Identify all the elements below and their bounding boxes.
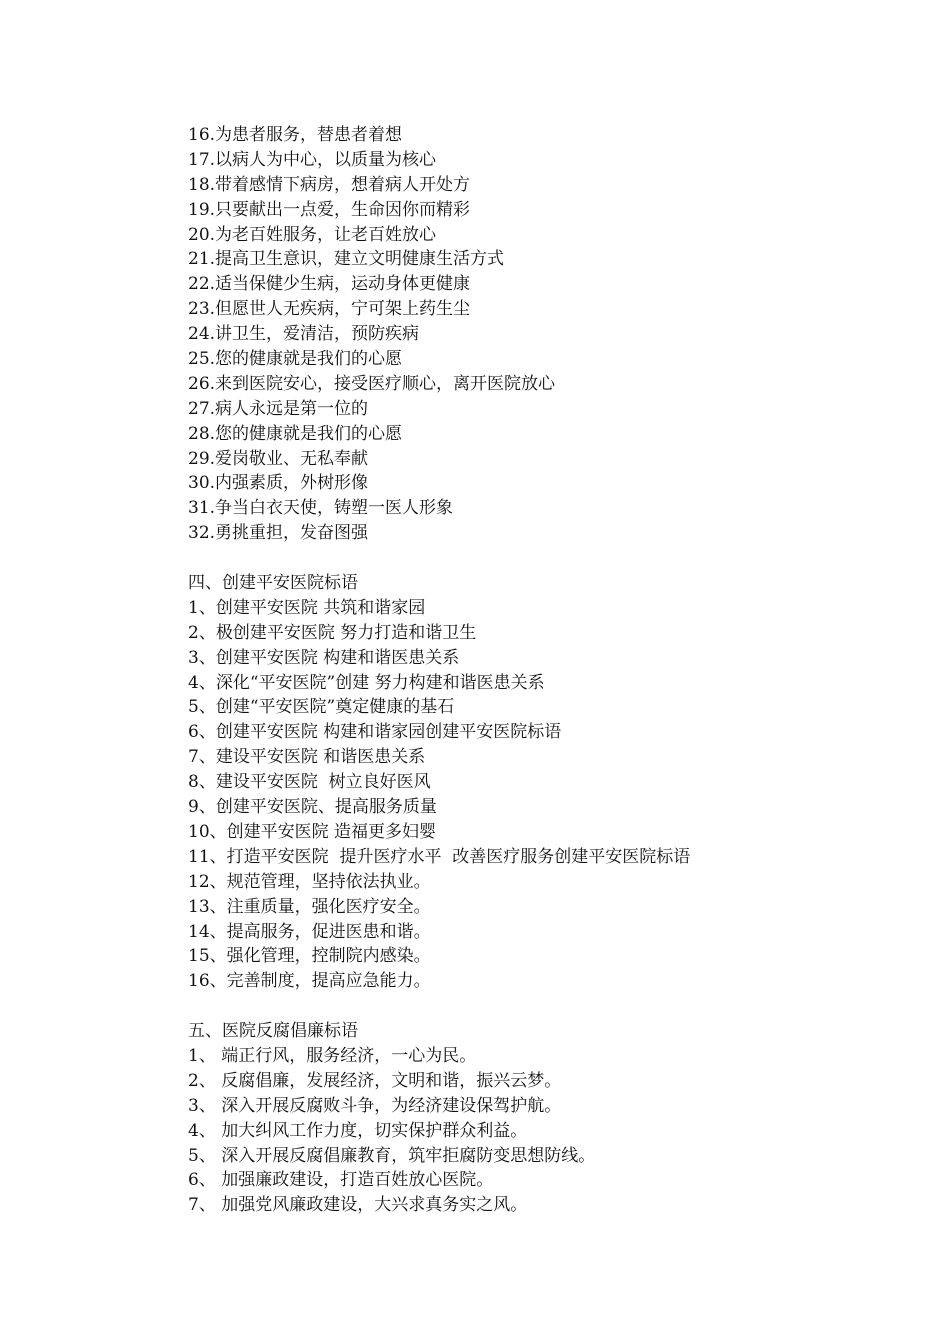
slogan-item: 4、 加大纠风工作力度，切实保护群众利益。 bbox=[188, 1120, 528, 1141]
slogan-item: 30.内强素质，外树形像 bbox=[188, 473, 369, 494]
slogan-list bbox=[188, 123, 908, 546]
slogan-item: 16.为患者服务，替患者着想 bbox=[188, 125, 403, 145]
slogan-item: 27.病人永远是第一位的 bbox=[188, 398, 369, 419]
slogan-item: 7、建设平安医院 和谐医患关系 bbox=[188, 747, 426, 768]
slogan-item: 18.带着感情下病房，想着病人开处方 bbox=[188, 174, 471, 195]
slogan-item: 15、强化管理，控制院内感染。 bbox=[188, 946, 431, 967]
slogan-item: 17.以病人为中心，以质量为核心 bbox=[188, 149, 437, 170]
safe-hospital-section bbox=[188, 571, 908, 994]
document-body bbox=[188, 123, 908, 1218]
slogan-item: 2、极创建平安医院 努力打造和谐卫生 bbox=[188, 622, 477, 643]
anti-corruption-section bbox=[188, 1019, 908, 1218]
slogan-item: 24.讲卫生，爱清洁，预防疾病 bbox=[188, 324, 420, 345]
slogan-item: 28.您的健康就是我们的心愿 bbox=[188, 423, 403, 444]
slogan-item: 5、创建“平安医院”奠定健康的基石 bbox=[188, 697, 455, 718]
slogan-item: 23.但愿世人无疾病，宁可架上药生尘 bbox=[188, 299, 471, 320]
slogan-item: 1、创建平安医院 共筑和谐家园 bbox=[188, 597, 426, 618]
slogan-item: 20.为老百姓服务，让老百姓放心 bbox=[188, 224, 437, 245]
slogan-item: 1、 端正行风，服务经济，一心为民。 bbox=[188, 1045, 477, 1066]
slogan-item: 22.适当保健少生病，运动身体更健康 bbox=[188, 274, 471, 295]
slogan-item: 16、完善制度，提高应急能力。 bbox=[188, 971, 431, 992]
slogan-item: 8、建设平安医院 树立良好医风 bbox=[188, 772, 431, 793]
section-heading: 四、创建平安医院标语 bbox=[188, 573, 358, 594]
slogan-item: 32.勇挑重担，发奋图强 bbox=[188, 523, 369, 544]
slogan-item: 9、创建平安医院、提高服务质量 bbox=[188, 797, 437, 818]
slogan-item: 25.您的健康就是我们的心愿 bbox=[188, 349, 403, 370]
slogan-item: 13、注重质量，强化医疗安全。 bbox=[188, 896, 431, 917]
slogan-item: 26.来到医院安心，接受医疗顺心，离开医院放心 bbox=[188, 373, 556, 394]
slogan-item: 21.提高卫生意识，建立文明健康生活方式 bbox=[188, 249, 505, 270]
slogan-item: 3、 深入开展反腐败斗争，为经济建设保驾护航。 bbox=[188, 1095, 562, 1116]
paragraph-spacer bbox=[188, 994, 908, 1019]
slogan-item: 7、 加强党风廉政建设，大兴求真务实之风。 bbox=[188, 1195, 528, 1216]
slogan-item: 19.只要献出一点爱，生命因你而精彩 bbox=[188, 199, 471, 220]
slogan-item: 5、 深入开展反腐倡廉教育，筑牢拒腐防变思想防线。 bbox=[188, 1145, 596, 1166]
slogan-item: 3、创建平安医院 构建和谐医患关系 bbox=[188, 647, 460, 668]
slogan-item: 6、创建平安医院 构建和谐家园创建平安医院标语 bbox=[188, 722, 562, 743]
slogan-item: 31.争当白衣天使，铸塑一医人形象 bbox=[188, 498, 454, 519]
slogan-item: 4、深化“平安医院”创建 努力构建和谐医患关系 bbox=[188, 672, 545, 693]
slogan-item: 14、提高服务，促进医患和谐。 bbox=[188, 921, 431, 942]
slogan-item: 29.爱岗敬业、无私奉献 bbox=[188, 448, 369, 469]
section-heading: 五、医院反腐倡廉标语 bbox=[188, 1021, 358, 1042]
slogan-item: 12、规范管理，坚持依法执业。 bbox=[188, 871, 431, 892]
paragraph-spacer bbox=[188, 546, 908, 571]
slogan-item: 11、打造平安医院 提升医疗水平 改善医疗服务创建平安医院标语 bbox=[188, 846, 691, 867]
slogan-item: 10、创建平安医院 造福更多妇婴 bbox=[188, 821, 437, 842]
slogan-item: 2、 反腐倡廉，发展经济，文明和谐，振兴云梦。 bbox=[188, 1070, 562, 1091]
slogan-item: 6、 加强廉政建设，打造百姓放心医院。 bbox=[188, 1170, 494, 1191]
